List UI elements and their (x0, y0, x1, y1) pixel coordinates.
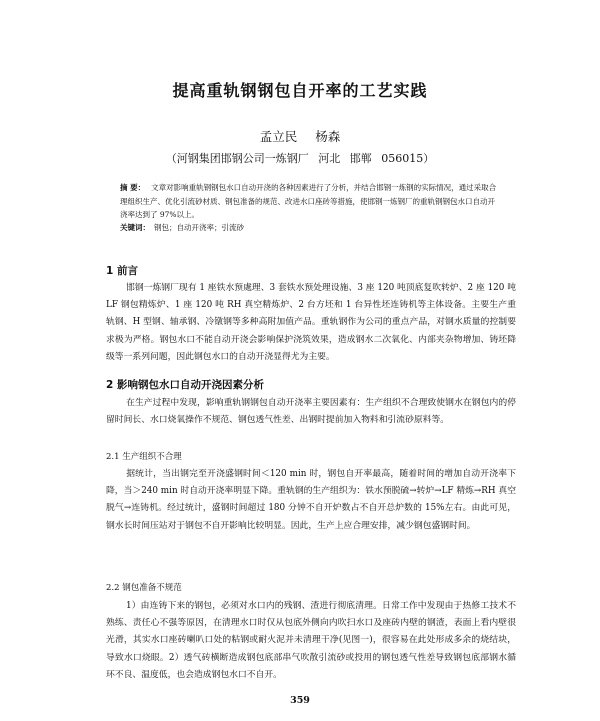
keywords (120, 221, 500, 235)
section-heading-analysis: 2 影响钢包水口自动开浇因素分析 (106, 379, 264, 391)
subsection-text: 1）由连铸下来的钢包，必须对水口内的残钢、渣进行彻底清理。日常工作中发现由于热修工技术不熟练、责任心不强等原因，在清理水口时仅从包底外侧向内吹扫水口及座砖内壁的钢渣，表面上看内壁很光滑，其实水口座砖喇叭口处的粘钢或耐火泥并未清理干净(见图一)，很容易在此处形成多余的烧结块，导致水口烧眼。2）透气砖横断造成钢包底部串气吹散引流砂或投用的钢包透气性差导致钢包底部钢水循环不良、温度低，也会造成钢包水口不自开。 (106, 601, 516, 680)
section-paragraph (106, 280, 516, 366)
paper-title: 提高重轨钢钢包自开率的工艺实践 (172, 81, 428, 100)
subsection-heading: 2.1 生产组织不合理 (106, 452, 182, 462)
affiliation: （河钢集团邯钢公司一炼钢厂 河北 邯郸 056015） (165, 152, 435, 165)
abstract-label: 摘 要： (120, 183, 146, 192)
subsection-paragraph (106, 466, 516, 535)
abstract-text: 文章对影响重轨钢钢包水口自动开浇的各种因素进行了分析，并结合邯钢一炼钢的实际情况，通过采取合理组织生产、优化引流砂材质、钢包准备的规范、改进水口座砖等措施，使邯钢一炼钢厂的重轨钢钢包水口自动开浇率达到了 97%以上。 (120, 183, 497, 219)
section-paragraph (106, 395, 516, 429)
section-heading-intro: 1 前言 (106, 265, 138, 277)
intro-text: 邯钢一炼钢厂现有 1 座铁水预處理、3 套铁水预处理设施、3 座 120 吨顶底复吹转炉、2 座 120 吨 LF 钢包精炼炉、1 座 120 吨 RH 真空精炼炉、2 台方坯和 1 台异性坯连铸机等主体设备。主要生产重轨钢、H 型钢、轴承钢、冷镦钢等多种高附加值产品。重轨钢作为公司的重点产品，对钢水质量的控制要求极为严格。钢包水口不能自动开浇会影响保护浇筑效果，造成钢水二次氧化、内部夹杂物增加、铸坯降级等一系列问题，因此钢包水口的自动开浇显得尤为主要。 (106, 283, 516, 362)
subsection-heading: 2.2 钢包准备不规范 (106, 583, 182, 593)
page-number: 359 (290, 695, 310, 706)
abstract (120, 181, 500, 222)
subsection-paragraph (106, 598, 516, 684)
keywords-text: 钢包；自动开浇率；引流砂 (154, 223, 244, 232)
subsection-text: 据统计，当出钢完至开浇盛钢时间＜120 min 时，钢包自开率最高，随着时间的增加自动开浇率下降，当＞240 min 时自动开浇率明显下降。重轨钢的生产组织为：铁水预脱硫→转炉→LF 精炼→RH 真空脱气→连铸机。经过统计，盛钢时间超过 180 分钟不自开炉数占不自开总炉数的 15%左右。由此可见，钢水长时间压站对于钢包不自开影响比较明显。因此，生产上应合理安排，减少钢包盛钢时间。 (106, 469, 516, 531)
keywords-label: 关键词： (120, 223, 150, 232)
authors: 孟立民 杨森 (259, 129, 341, 144)
analysis-text: 在生产过程中发现，影响重轨钢钢包自动开浇率主要因素有：生产组织不合理致使钢水在钢包内的停留时间长、水口烧氧操作不规范、钢包透气性差、出钢时提前加入物料和引流砂原料等。 (106, 398, 516, 426)
